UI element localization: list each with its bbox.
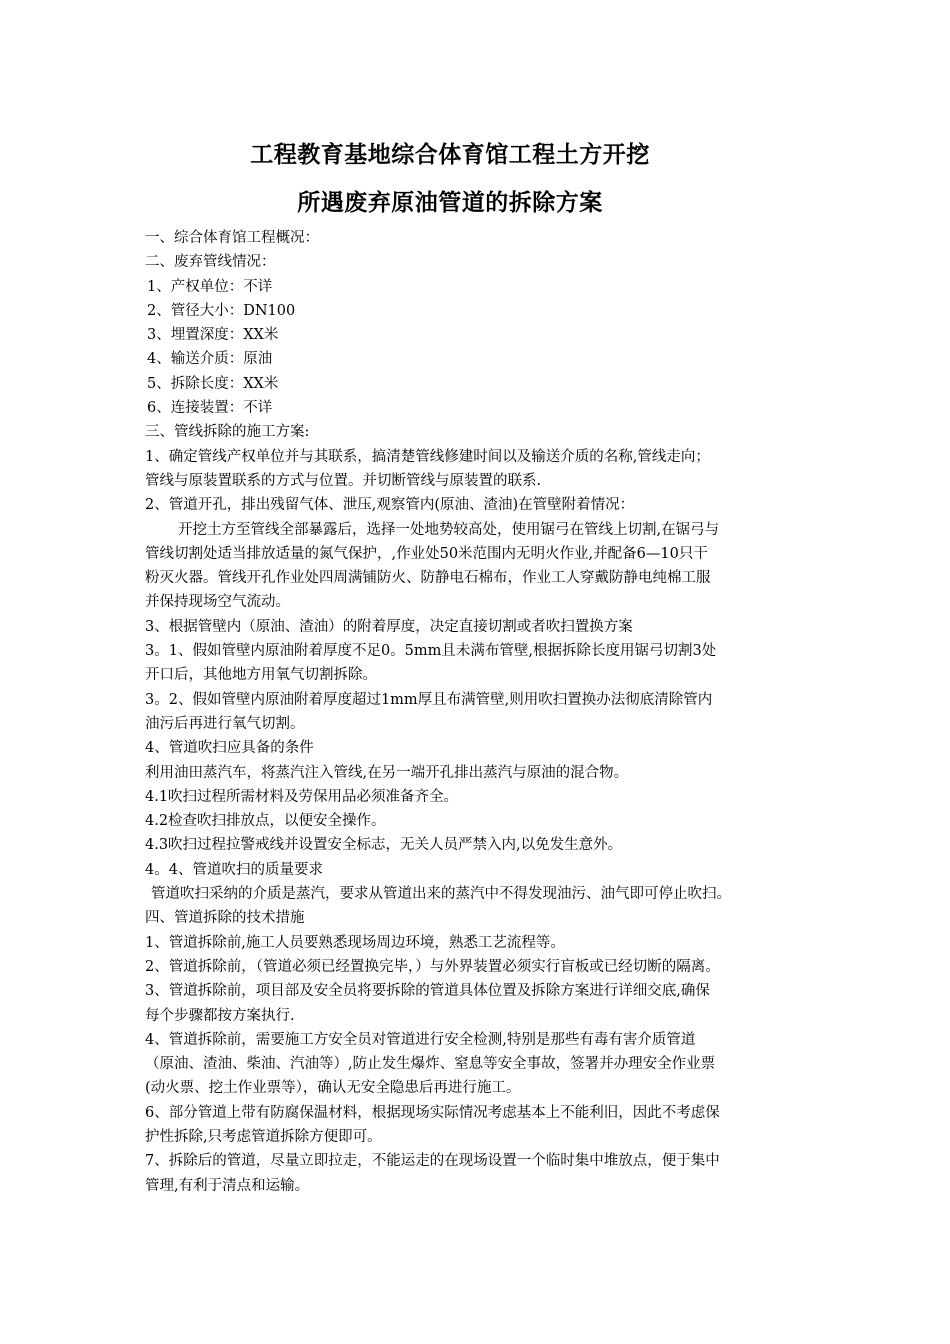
paragraph-line: 1、确定管线产权单位并与其联系，搞清楚管线修建时间以及输送介质的名称,管线走向； [145,448,710,465]
section-heading-4: 四、管道拆除的技术措施 [145,910,305,927]
paragraph-line: 每个步骤都按方案执行. [145,1007,295,1024]
paragraph-line: （原油、渣油、柴油、汽油等）,防止发生爆炸、窒息等安全事故，签署并办理安全作业票 [145,1056,716,1073]
paragraph-line: 4、管道吹扫应具备的条件 [145,740,314,757]
pipeline-info-length: 5、拆除长度：XX米 [147,375,279,392]
paragraph-line: 2、管道拆除前，（管道必须已经置换完毕，）与外界装置必须实行盲板或已经切断的隔离。 [145,958,720,975]
paragraph-line: 利用油田蒸汽车，将蒸汽注入管线,在另一端开孔排出蒸汽与原油的混合物。 [145,764,629,781]
pipeline-info-diameter: 2、管径大小：DN100 [147,302,296,319]
document-title-line-2: 所遇废弃原油管道的拆除方案 [297,190,603,216]
paragraph-line: 3。2、假如管壁内原油附着厚度超过1mm厚且布满管壁,则用吹扫置换办法彻底清除管内 [145,691,713,708]
paragraph-line: 管线与原装置联系的方式与位置。并切断管线与原装置的联系. [145,472,542,489]
section-heading-1: 一、综合体育馆工程概况： [145,230,319,246]
paragraph-line: (动火票、挖土作业票等），确认无安全隐患后再进行施工。 [145,1080,521,1097]
paragraph-line: 管道吹扫采纳的介质是蒸汽，要求从管道出来的蒸汽中不得发现油污、油气即可停止吹扫。 [151,886,731,903]
pipeline-info-owner: 1、产权单位：不详 [147,278,273,295]
paragraph-line: 6、部分管道上带有防腐保温材料，根据现场实际情况考虑基本上不能利旧，因此不考虑保 [145,1104,720,1121]
paragraph-line: 1、管道拆除前,施工人员要熟悉现场周边环境，熟悉工艺流程等。 [145,934,565,951]
paragraph-line: 并保持现场空气流动。 [145,594,290,611]
paragraph-line: 4、管道拆除前，需要施工方安全员对管道进行安全检测,特别是那些有毒有害介质管道 [145,1031,696,1048]
section-heading-2: 二、废弃管线情况： [145,254,276,271]
paragraph-line: 4.2检查吹扫排放点，以便安全操作。 [145,813,386,830]
paragraph-line: 7、拆除后的管道，尽量立即拉走，不能运走的在现场设置一个临时集中堆放点，便于集中 [145,1153,720,1170]
pipeline-info-medium: 4、输送介质：原油 [147,351,273,368]
paragraph-line: 开口后，其他地方用氧气切割拆除。 [145,667,377,684]
paragraph-line: 4.1吹扫过程所需材料及劳保用品必须准备齐全。 [145,788,459,805]
section-heading-3: 三、管线拆除的施工方案: [145,424,310,441]
paragraph-line: 2、管道开孔，排出残留气体、泄压,观察管内(原油、渣油)在管壁附着情况： [145,497,635,514]
paragraph-line: 4。4、管道吹扫的质量要求 [145,861,323,878]
document-title-line-1: 工程教育基地综合体育馆工程土方开挖 [250,142,650,168]
paragraph-line: 油污后再进行氧气切割。 [145,715,305,732]
pipeline-info-depth: 3、埋置深度：XX米 [147,327,279,344]
paragraph-line: 粉灭火器。管线开孔作业处四周满铺防火、防静电石棉布，作业工人穿戴防静电纯棉工服 [145,570,711,587]
document-body [145,226,825,1198]
paragraph-line: 4.3吹扫过程拉警戒线并设置安全标志，无关人员严禁入内,以免发生意外。 [145,837,623,854]
paragraph-line: 3、根据管壁内（原油、渣油）的附着厚度，决定直接切割或者吹扫置换方案 [145,618,633,635]
paragraph-line: 3。1、假如管壁内原油附着厚度不足0。5mm且未满布管壁,根据拆除长度用锯弓切割3处 [145,643,717,660]
pipeline-info-connection: 6、连接装置：不详 [147,400,273,417]
paragraph-line: 管理,有利于清点和运输。 [145,1177,310,1194]
paragraph-line: 护性拆除,只考虑管道拆除方便即可。 [145,1128,382,1145]
paragraph-line: 3、管道拆除前，项目部及安全员将要拆除的管道具体位置及拆除方案进行详细交底,确保 [145,983,710,1000]
paragraph-line: 管线切割处适当排放适量的氮气保护，,作业处50米范围内无明火作业,并配备6—10只干 [145,545,708,562]
paragraph-line: 开挖土方至管线全部暴露后，选择一处地势较高处，使用锯弓在管线上切割,在锯弓与 [178,521,720,538]
